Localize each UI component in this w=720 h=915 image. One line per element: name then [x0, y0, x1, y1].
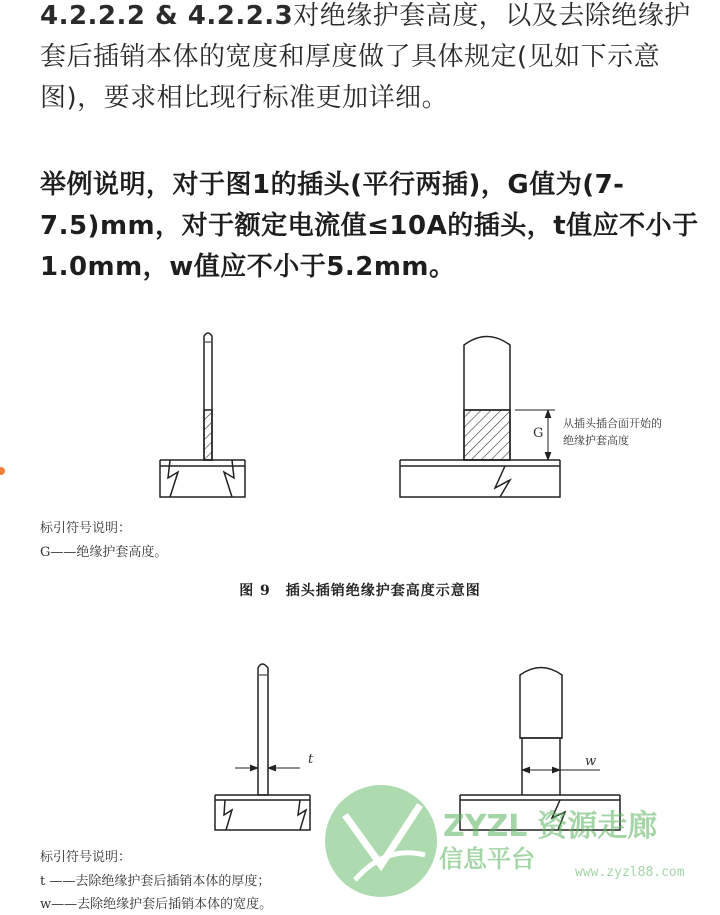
clause-number: 4.2.2.2 & 4.2.2.3	[40, 1, 294, 31]
fig10-side-view	[215, 664, 310, 830]
watermark-logo-icon	[325, 785, 437, 897]
watermark-brand: ZYZL 资源走廊	[443, 809, 658, 844]
watermark-sub: 信息平台	[439, 845, 535, 873]
fig9-annotation-1: 从插头插合面开始的	[563, 417, 662, 430]
fig10-dim-label-w: w	[585, 754, 597, 769]
figure-9-title: 图 9 插头插销绝缘护套高度示意图	[239, 583, 481, 599]
fig10-legend-item-w: w——去除绝缘护套后插销本体的宽度。	[40, 897, 273, 912]
fig9-annotation-2: 绝缘护套高度	[563, 434, 629, 447]
paragraph-example: 举例说明，对于图1的插头(平行两插)，G值为(7-7.5)mm，对于额定电流值≤10A的插头，t值应不小于1.0mm，w值应不小于5.2mm。	[40, 170, 699, 282]
clause-text: 对绝缘护套高度，以及去除绝缘护套后插销本体的宽度和厚度做了具体规定(见如下示意图)，要求相比现行标准更加详细。	[40, 1, 691, 113]
fig9-legend-title: 标引符号说明：	[40, 521, 132, 536]
fig10-dim-label-t: t	[308, 752, 314, 767]
fig9-dim-label-g: G	[533, 426, 544, 441]
fig10-legend-item-t: t ——去除绝缘护套后插销本体的厚度；	[40, 874, 271, 889]
fig10-legend-title: 标引符号说明：	[40, 850, 132, 865]
watermark	[325, 785, 720, 915]
fig9-legend-item: G——绝缘护套高度。	[40, 545, 168, 560]
watermark-url: www.zyzl88.com	[575, 865, 685, 880]
